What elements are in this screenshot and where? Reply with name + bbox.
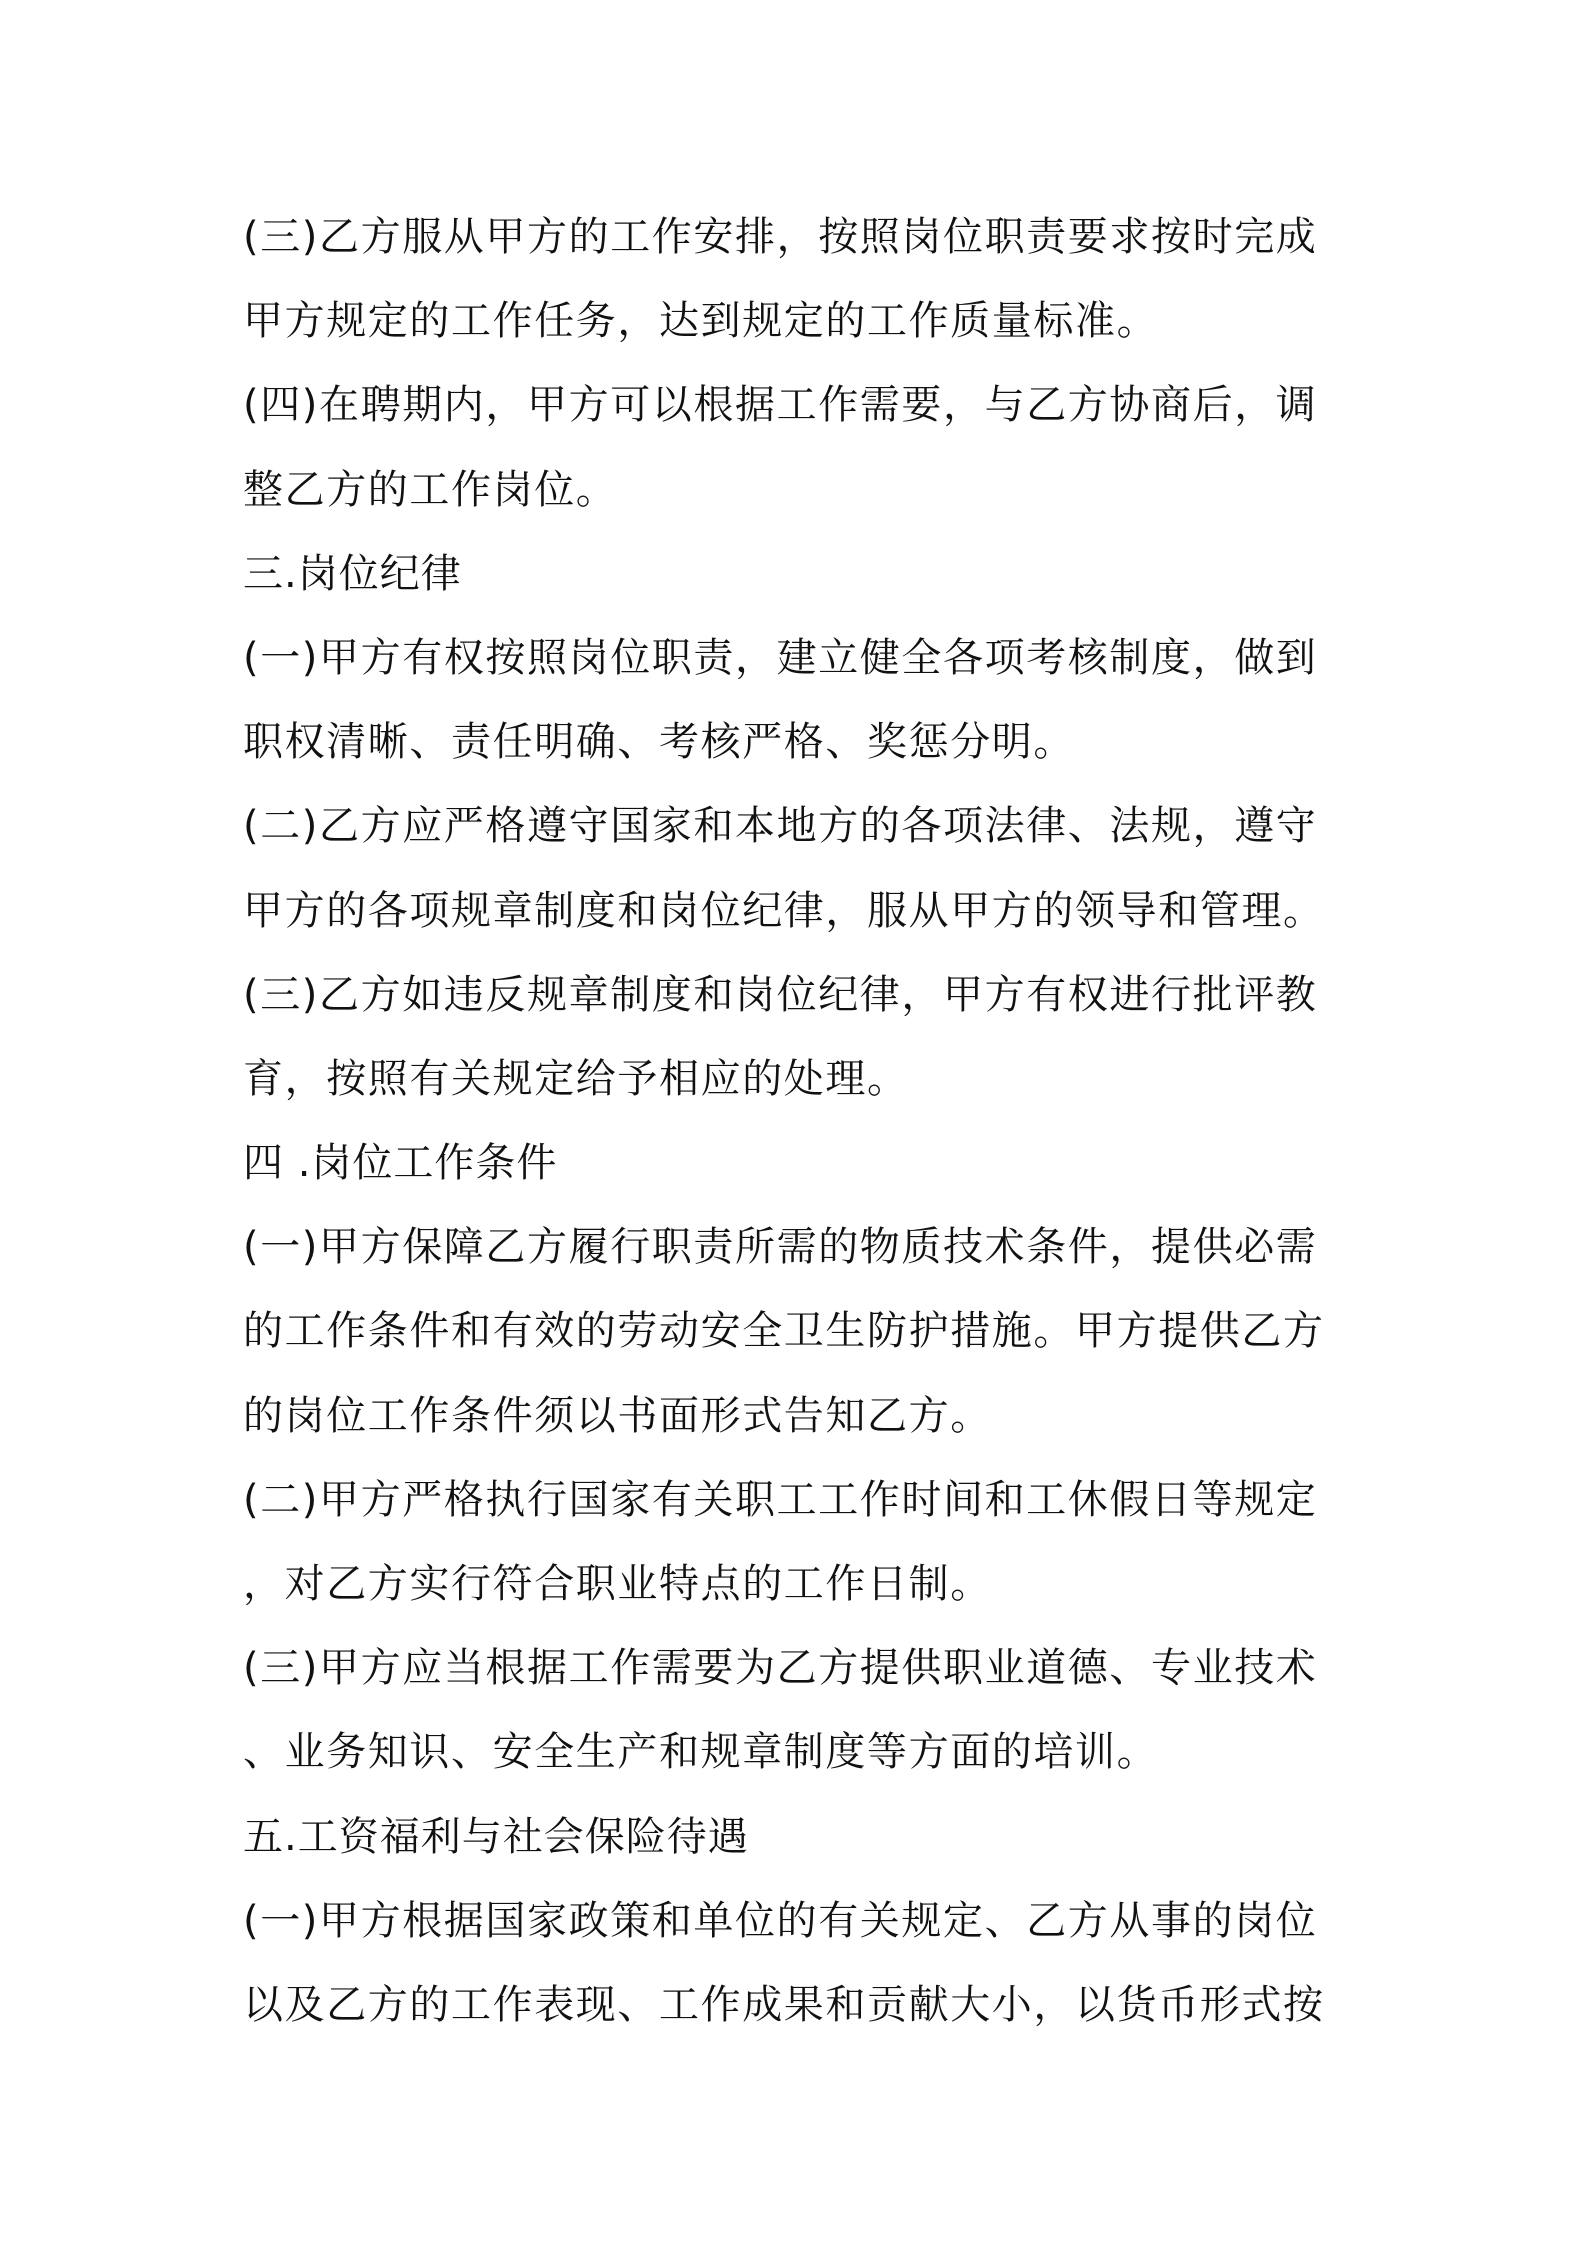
text-line: 整乙方的工作岗位。	[243, 466, 618, 513]
text-line: 甲方规定的工作任务，达到规定的工作质量标准。	[243, 298, 1159, 345]
section-heading: 四 .岗位工作条件	[243, 1140, 558, 1187]
text-line: (三)甲方应当根据工作需要为乙方提供职业道德、专业技术	[243, 1645, 1318, 1692]
text-line: (二)甲方严格执行国家有关职工工作时间和工休假日等规定	[243, 1476, 1318, 1523]
section-heading: 三.岗位纪律	[243, 550, 462, 597]
text-line: 、业务知识、安全生产和规章制度等方面的培训。	[243, 1729, 1159, 1776]
text-line: (三)乙方如违反规章制度和岗位纪律，甲方有权进行批评教	[243, 971, 1318, 1018]
text-line: (三)乙方服从甲方的工作安排，按照岗位职责要求按时完成	[243, 214, 1318, 260]
text-line: (一)甲方有权按照岗位职责，建立健全各项考核制度，做到	[243, 634, 1318, 681]
section-heading: 五.工资福利与社会保险待遇	[243, 1813, 749, 1860]
text-line: (二)乙方应严格遵守国家和本地方的各项法律、法规，遵守	[243, 803, 1318, 850]
text-line: 甲方的各项规章制度和岗位纪律，服从甲方的领导和管理。	[243, 887, 1325, 934]
text-line: 的工作条件和有效的劳动安全卫生防护措施。甲方提供乙方	[243, 1308, 1325, 1355]
text-line: 育，按照有关规定给予相应的处理。	[243, 1055, 909, 1102]
text-line: (四)在聘期内，甲方可以根据工作需要，与乙方协商后，调	[243, 382, 1318, 429]
text-line: 以及乙方的工作表现、工作成果和贡献大小，以货币形式按	[243, 1981, 1325, 2028]
text-line: (一)甲方根据国家政策和单位的有关规定、乙方从事的岗位	[243, 1897, 1318, 1944]
text-line: (一)甲方保障乙方履行职责所需的物质技术条件，提供必需	[243, 1224, 1318, 1271]
document-body	[243, 195, 1363, 2047]
text-line: 职权清晰、责任明确、考核严格、奖惩分明。	[243, 719, 1075, 766]
text-line: ，对乙方实行符合职业特点的工作日制。	[243, 1561, 992, 1607]
text-line: 的岗位工作条件须以书面形式告知乙方。	[243, 1392, 992, 1439]
